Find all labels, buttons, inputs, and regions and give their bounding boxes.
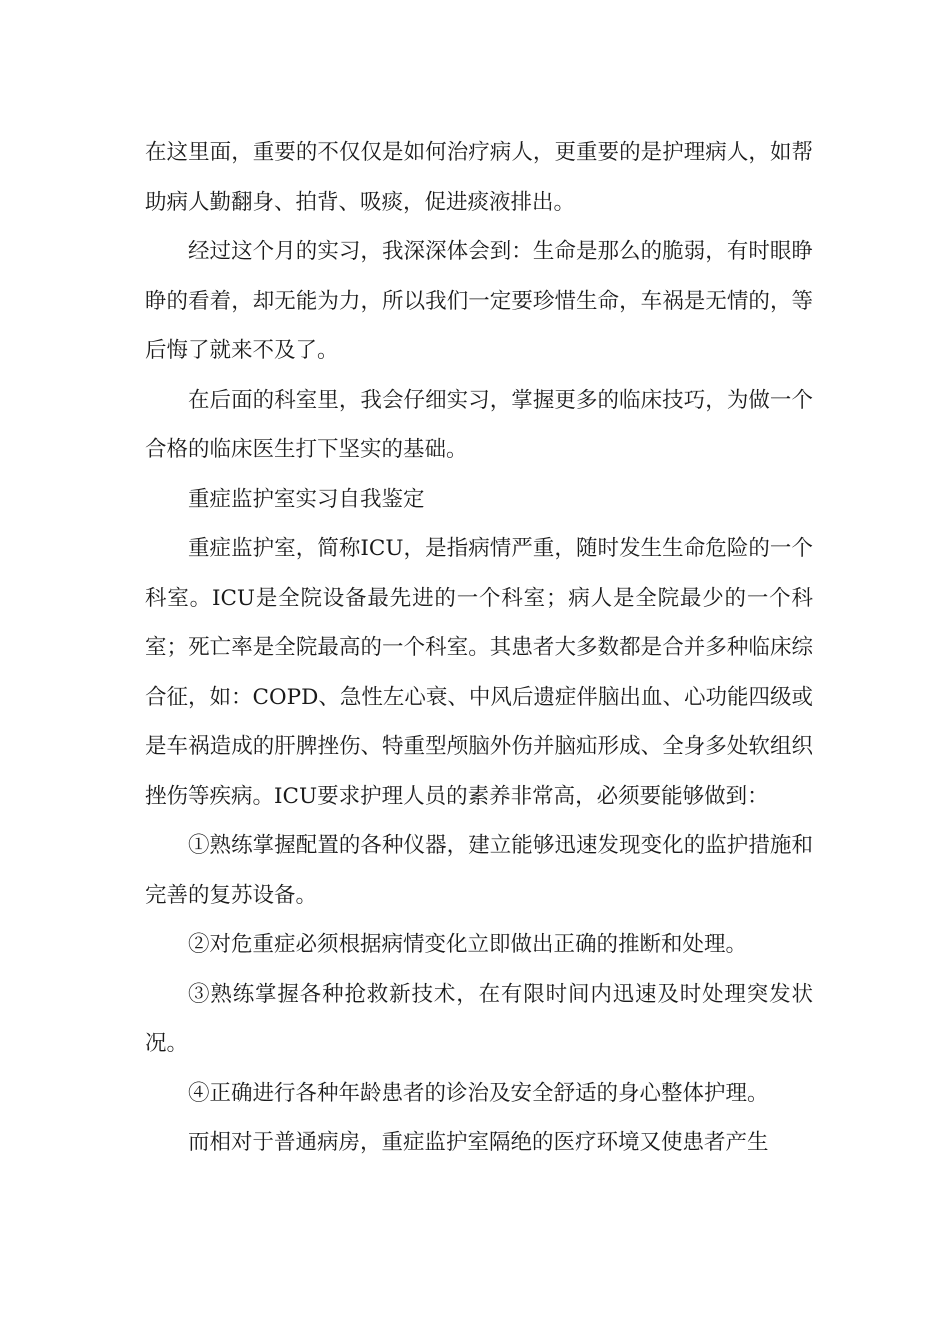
paragraph-reflection-life: 经过这个月的实习，我深深体会到：生命是那么的脆弱，有时眼睁睁的看着，却无能为力，所以我们一定要珍惜生命，车祸是无情的，等后悔了就来不及了。 <box>145 239 813 363</box>
list-item-3: ③熟练掌握各种抢救新技术，在有限时间内迅速及时处理突发状况。 <box>145 981 813 1056</box>
paragraph-icu-environment: 而相对于普通病房，重症监护室隔绝的医疗环境又使患者产生 <box>188 1130 769 1155</box>
paragraph-future-plan: 在后面的科室里，我会仔细实习，掌握更多的临床技巧，为做一个合格的临床医生打下坚实的基础。 <box>145 387 813 462</box>
list-item-2: ②对危重症必须根据病情变化立即做出正确的推断和处理。 <box>188 932 748 957</box>
section-heading-icu-self-assessment: 重症监护室实习自我鉴定 <box>188 486 425 512</box>
list-item-1: ①熟练掌握配置的各种仪器，建立能够迅速发现变化的监护措施和完善的复苏设备。 <box>145 833 813 908</box>
paragraph-icu-intro: 重症监护室，简称ICU，是指病情严重，随时发生生命危险的一个科室。ICU是全院设备最先进的一个科室；病人是全院最少的一个科室；死亡率是全院最高的一个科室。其患者大多数都是合并多种临床综合征，如：COPD、急性左心衰、中风后遗症伴脑出血、心功能四级或是车祸造成的肝脾挫伤、特重型颅脑外伤并脑疝形成、全身多处软组织挫伤等疾病。ICU要求护理人员的素养非常高，必须要能够做到： <box>145 536 813 809</box>
paragraph-nursing-care: 在这里面，重要的不仅仅是如何治疗病人，更重要的是护理病人，如帮助病人勤翻身、拍背、吸痰，促进痰液排出。 <box>145 140 813 215</box>
document-body <box>145 128 813 1168</box>
list-item-4: ④正确进行各种年龄患者的诊治及安全舒适的身心整体护理。 <box>188 1080 769 1106</box>
